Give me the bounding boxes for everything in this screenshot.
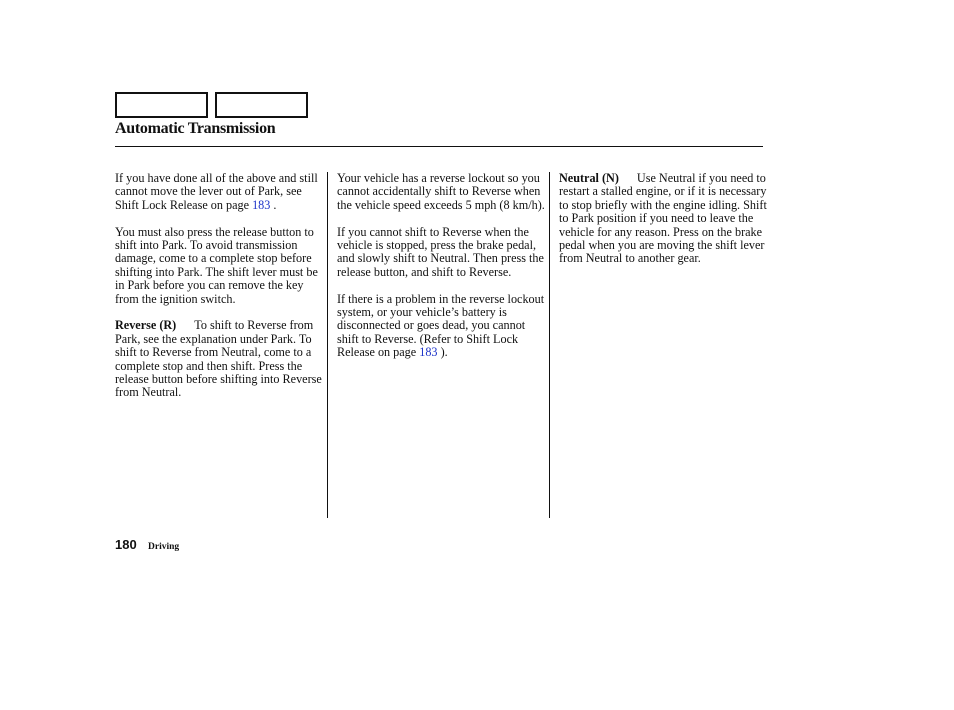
paragraph-park-release: You must also press the release button to shift into Park. To avoid transmission damage, come to a complete stop before shifting into Park. The shift lever must be in Park before you can remove the key from the ignition switch. xyxy=(115,224,318,306)
page-number: 180 xyxy=(115,537,137,552)
paragraph-text-end: ). xyxy=(437,345,448,360)
text-column-2 xyxy=(337,172,547,373)
paragraph-park-unlock xyxy=(115,172,325,212)
paragraph-reverse-lockout: Your vehicle has a reverse lockout so you cannot accidentally shift to Reverse when the vehicle speed exceeds 5 mph (8 km/h). xyxy=(337,171,545,212)
paragraph-reverse-stopped: If you cannot shift to Reverse when the vehicle is stopped, press the brake pedal, and slowly shift to Neutral. Then press the release button, and shift to Reverse. xyxy=(337,224,544,279)
paragraph-text: To shift to Reverse from Park, see the explanation under Park. To shift to Reverse from Neutral, come to a complete stop and then shift. Press the release button before shifting into Reverse from Neutral. xyxy=(115,318,322,400)
paragraph-text: If you have done all of the above and still cannot move the lever out of Park, see Shift Lock Release on page xyxy=(115,171,318,212)
next-page-button[interactable] xyxy=(215,92,308,118)
paragraph-text: Use Neutral if you need to restart a stalled engine, or if it is necessary to stop briefly with the engine idling. Shift to Park position if you need to leave the vehicle for any reason. Press on the brake pedal when you are moving the shift lever from Neutral to another gear. xyxy=(559,171,767,266)
neutral-heading: Neutral (N) xyxy=(559,171,619,185)
text-column-3 xyxy=(559,172,771,279)
shift-lock-release-link[interactable]: 183 xyxy=(419,345,438,360)
paragraph-text-end: . xyxy=(270,197,277,212)
page-title: Automatic Transmission xyxy=(115,120,276,137)
reverse-heading: Reverse (R) xyxy=(115,318,177,333)
section-name: Driving xyxy=(148,542,180,552)
title-divider xyxy=(115,146,763,147)
text-column-1 xyxy=(115,172,325,413)
previous-page-button[interactable] xyxy=(115,92,208,118)
paragraph-text: If there is a problem in the reverse lockout system, or your vehicle’s battery is disconnected or goes dead, you cannot shift to Reverse. (Refer to Shift Lock Release on page xyxy=(337,291,545,360)
paragraph-lockout-problem xyxy=(337,293,547,360)
column-divider xyxy=(327,172,328,518)
paragraph-reverse xyxy=(115,319,325,399)
paragraph-neutral xyxy=(559,172,771,266)
shift-lock-release-link[interactable]: 183 xyxy=(252,197,271,212)
column-divider xyxy=(549,172,550,518)
